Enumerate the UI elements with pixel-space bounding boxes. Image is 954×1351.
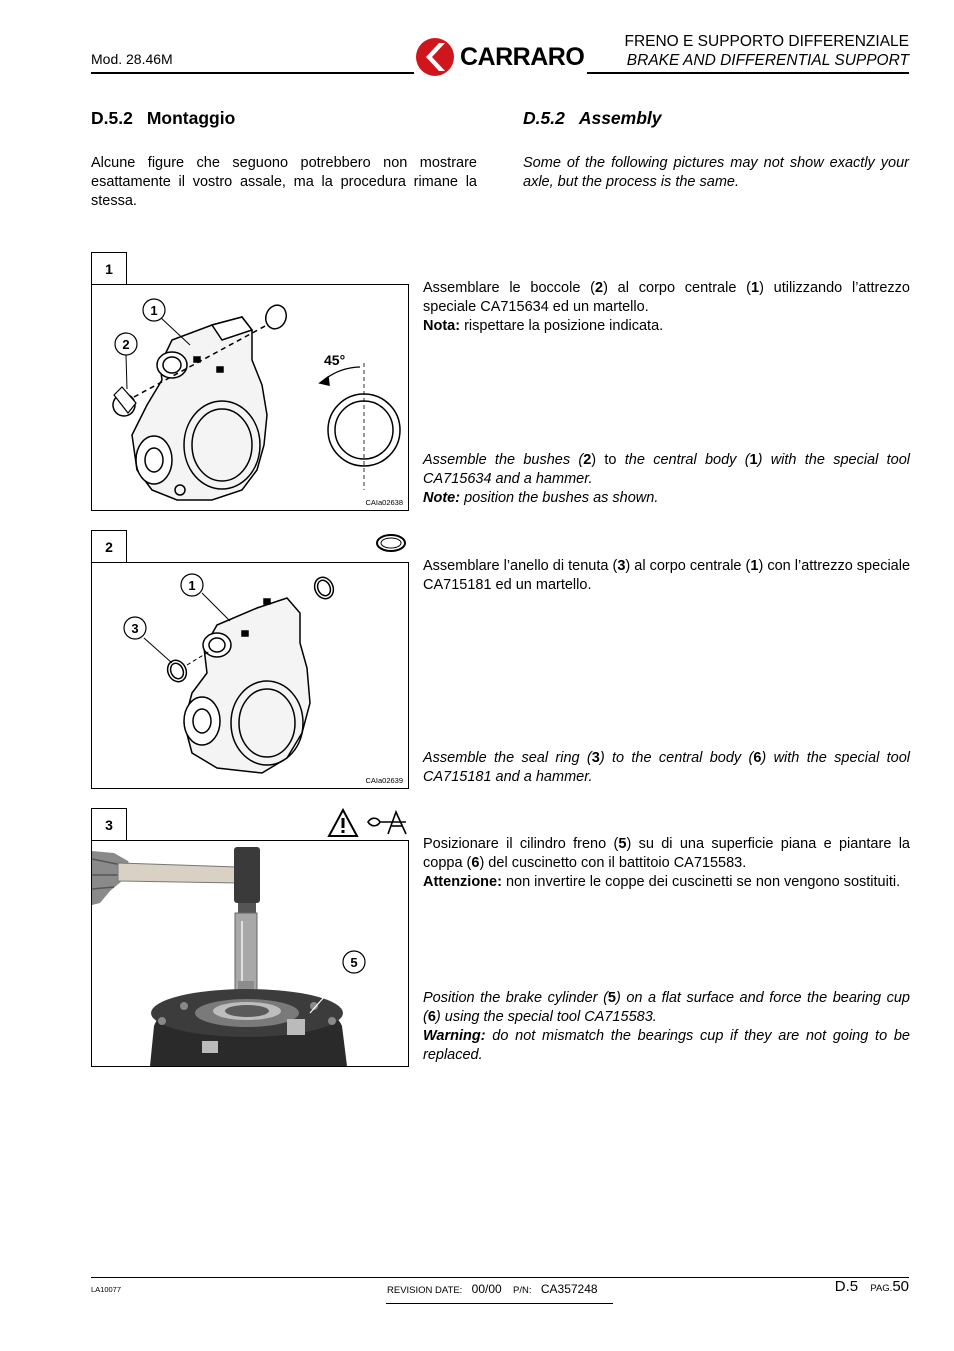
callout-2 (115, 333, 137, 355)
header-rule-left (91, 72, 414, 74)
figure-2-code: CAIa02639 (365, 776, 403, 785)
seal-ring-icon (374, 532, 408, 554)
header-title-it: FRENO E SUPPORTO DIFFERENZIALE (624, 33, 909, 50)
section-title-en (523, 108, 662, 129)
step-3-text-en: Position the brake cylinder (5) on a flat surface and force the bearing cup (6) using the special tool CA715583. Warning: do not mismatch the bearings cup if they are not going to be replaced. (423, 990, 910, 1063)
section-title-it (91, 108, 235, 129)
figure-1-code: CAIa02638 (365, 498, 403, 507)
header-rule-right (587, 72, 909, 74)
central-body-bushes-drawing (92, 285, 408, 510)
callout-1 (181, 574, 203, 596)
svg-text:3: 3 (131, 621, 139, 636)
page-label: PAG. (870, 1283, 893, 1294)
figure-2 (91, 562, 409, 789)
pn-value: CA357248 (540, 1282, 598, 1296)
intro-it: Alcune figure che seguono potrebbero non mostrare esattamente il vostro assale, ma la procedura rimane la stessa. (91, 155, 477, 209)
model-label: Mod. 28.46M (91, 51, 173, 67)
callout-3 (124, 617, 146, 639)
callout-5 (343, 951, 365, 973)
footer-section: D.5 (834, 1278, 859, 1295)
brake-cylinder-photo (92, 841, 408, 1066)
revision-label: REVISION DATE: (387, 1285, 463, 1296)
figure-3-number: 3 (91, 808, 127, 840)
footer-revision-rule (386, 1303, 613, 1304)
svg-text:1: 1 (150, 303, 158, 318)
angle-label: 45° (324, 352, 346, 368)
footer-page (835, 1278, 909, 1295)
intro-en: Some of the following pictures may not show exactly your axle, but the process is the same. (523, 155, 909, 190)
step-1-text-en: Assemble the bushes (2) to the central body (1) with the special tool CA715634 and a hammer. Note: position the bushes as shown. (423, 452, 910, 506)
header-title-en: BRAKE AND DIFFERENTIAL SUPPORT (626, 52, 909, 69)
footer-revision (387, 1282, 598, 1296)
central-body-seal-drawing (92, 563, 408, 788)
header-title (624, 32, 909, 70)
page-number: 50 (892, 1278, 909, 1295)
figure-2-number: 2 (91, 530, 127, 562)
brand-name: CARRARO (460, 43, 585, 71)
section-number-it: D.5.2 (91, 108, 133, 128)
step-3-text-it: Posizionare il cilindro freno (5) su di una superficie piana e piantare la coppa (6) del cuscinetto con il battitoio CA715583. Attenzione: non invertire le coppe dei cuscinetti se non vengono sostituiti. (423, 836, 910, 890)
figure-1-number: 1 (91, 252, 127, 284)
step-1-text-it: Assemblare le boccole (2) al corpo centrale (1) utilizzando l’attrezzo speciale CA715634 ed un martello. Nota: rispettare la posizione indicata. (423, 280, 910, 334)
figure-1 (91, 284, 409, 511)
svg-text:1: 1 (188, 578, 196, 593)
step-2-text-en: Assemble the seal ring (3) to the central body (6) with the special tool CA715181 and a hammer. (423, 750, 911, 785)
svg-text:2: 2 (122, 337, 130, 352)
carraro-logo (414, 36, 586, 78)
section-name-en: Assembly (578, 108, 662, 128)
warning-icon (327, 808, 359, 838)
footer-doc-code: LA10077 (91, 1285, 122, 1294)
step-2-text-it: Assemblare l’anello di tenuta (3) al corpo centrale (1) con l’attrezzo speciale CA715181 ed un martello. (423, 558, 911, 593)
section-number-en: D.5.2 (523, 108, 565, 128)
section-name-it: Montaggio (146, 108, 236, 128)
figure-3 (91, 840, 409, 1067)
callout-1 (143, 299, 165, 321)
svg-text:5: 5 (350, 955, 358, 970)
pn-label: P/N: (513, 1285, 532, 1296)
carraro-logo-icon (414, 36, 458, 78)
revision-value: 00/00 (471, 1282, 502, 1296)
special-tool-icon (366, 810, 408, 836)
footer-rule (91, 1277, 909, 1278)
